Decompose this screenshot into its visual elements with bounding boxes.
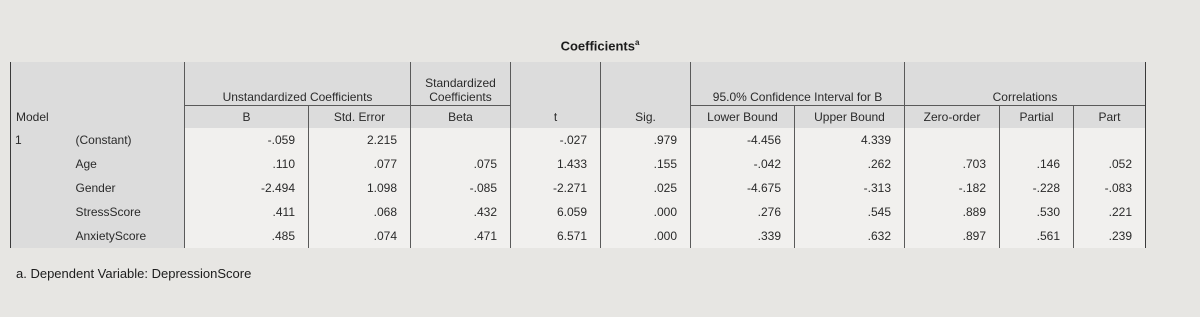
upper-bound-cell: .262 bbox=[795, 152, 905, 176]
sig-cell: .979 bbox=[601, 128, 691, 152]
beta-cell bbox=[411, 128, 511, 152]
unstandardized-header: Unstandardized Coefficients bbox=[185, 62, 411, 106]
table-title bbox=[0, 38, 1200, 53]
part-cell: -.083 bbox=[1074, 176, 1146, 200]
t-header: t bbox=[511, 106, 601, 129]
lower-bound-cell: .339 bbox=[691, 224, 795, 248]
b-cell: -.059 bbox=[185, 128, 309, 152]
sig-cell: .000 bbox=[601, 224, 691, 248]
footnote: a. Dependent Variable: DepressionScore bbox=[16, 266, 252, 281]
lower-bound-cell: -4.675 bbox=[691, 176, 795, 200]
std-error-cell: .068 bbox=[309, 200, 411, 224]
row-label: AnxietyScore bbox=[71, 224, 185, 248]
model-cell-blank bbox=[11, 200, 71, 224]
t-cell: -2.271 bbox=[511, 176, 601, 200]
zero-order-cell: .897 bbox=[905, 224, 1000, 248]
zero-order-cell: -.182 bbox=[905, 176, 1000, 200]
zero-order-cell: .703 bbox=[905, 152, 1000, 176]
b-cell: .110 bbox=[185, 152, 309, 176]
correlations-header: Correlations bbox=[905, 62, 1146, 106]
b-cell: -2.494 bbox=[185, 176, 309, 200]
table-row bbox=[11, 224, 1146, 248]
std-error-header: Std. Error bbox=[309, 106, 411, 129]
sig-cell: .000 bbox=[601, 200, 691, 224]
table-title-text: Coefficients bbox=[560, 38, 635, 54]
beta-cell: -.085 bbox=[411, 176, 511, 200]
confidence-interval-header: 95.0% Confidence Interval for B bbox=[691, 62, 905, 106]
lower-bound-cell: -4.456 bbox=[691, 128, 795, 152]
t-cell: 6.059 bbox=[511, 200, 601, 224]
model-cell-blank bbox=[11, 152, 71, 176]
beta-cell: .471 bbox=[411, 224, 511, 248]
std-error-cell: 1.098 bbox=[309, 176, 411, 200]
partial-cell: .530 bbox=[1000, 200, 1074, 224]
coefficients-table bbox=[10, 62, 1146, 248]
partial-cell: .561 bbox=[1000, 224, 1074, 248]
t-cell: -.027 bbox=[511, 128, 601, 152]
sig-cell: .025 bbox=[601, 176, 691, 200]
upper-bound-cell: .632 bbox=[795, 224, 905, 248]
row-label: Gender bbox=[71, 176, 185, 200]
model-cell-blank bbox=[11, 176, 71, 200]
part-cell: .221 bbox=[1074, 200, 1146, 224]
std-error-cell: .074 bbox=[309, 224, 411, 248]
row-label: (Constant) bbox=[71, 128, 185, 152]
t-cell: 6.571 bbox=[511, 224, 601, 248]
zero-order-cell bbox=[905, 128, 1000, 152]
standardized-header-line2: Coefficients bbox=[429, 90, 492, 104]
part-cell: .052 bbox=[1074, 152, 1146, 176]
model-header-blank bbox=[11, 62, 71, 106]
lower-bound-cell: -.042 bbox=[691, 152, 795, 176]
part-cell bbox=[1074, 128, 1146, 152]
partial-cell bbox=[1000, 128, 1074, 152]
std-error-cell: 2.215 bbox=[309, 128, 411, 152]
std-error-cell: .077 bbox=[309, 152, 411, 176]
table-row bbox=[11, 176, 1146, 200]
label-header-blank-2 bbox=[71, 106, 185, 129]
upper-bound-header: Upper Bound bbox=[795, 106, 905, 129]
b-cell: .411 bbox=[185, 200, 309, 224]
header-row-1 bbox=[11, 62, 1146, 106]
zero-order-header: Zero-order bbox=[905, 106, 1000, 129]
beta-cell: .432 bbox=[411, 200, 511, 224]
model-number: 1 bbox=[11, 128, 71, 152]
sig-header: Sig. bbox=[601, 106, 691, 129]
sig-header-blank bbox=[601, 62, 691, 106]
part-cell: .239 bbox=[1074, 224, 1146, 248]
part-header: Part bbox=[1074, 106, 1146, 129]
standardized-header bbox=[411, 62, 511, 106]
partial-cell: .146 bbox=[1000, 152, 1074, 176]
table-row bbox=[11, 200, 1146, 224]
upper-bound-cell: 4.339 bbox=[795, 128, 905, 152]
lower-bound-cell: .276 bbox=[691, 200, 795, 224]
upper-bound-cell: -.313 bbox=[795, 176, 905, 200]
b-cell: .485 bbox=[185, 224, 309, 248]
partial-cell: -.228 bbox=[1000, 176, 1074, 200]
lower-bound-header: Lower Bound bbox=[691, 106, 795, 129]
sig-cell: .155 bbox=[601, 152, 691, 176]
zero-order-cell: .889 bbox=[905, 200, 1000, 224]
b-header: B bbox=[185, 106, 309, 129]
standardized-header-line1: Standardized bbox=[425, 76, 496, 90]
upper-bound-cell: .545 bbox=[795, 200, 905, 224]
t-cell: 1.433 bbox=[511, 152, 601, 176]
row-label: Age bbox=[71, 152, 185, 176]
table-row bbox=[11, 128, 1146, 152]
title-footnote-marker: a bbox=[634, 38, 640, 47]
table-row bbox=[11, 152, 1146, 176]
header-row-2 bbox=[11, 106, 1146, 129]
model-cell-blank bbox=[11, 224, 71, 248]
beta-header: Beta bbox=[411, 106, 511, 129]
beta-cell: .075 bbox=[411, 152, 511, 176]
label-header-blank bbox=[71, 62, 185, 106]
model-header: Model bbox=[11, 106, 71, 129]
partial-header: Partial bbox=[1000, 106, 1074, 129]
row-label: StressScore bbox=[71, 200, 185, 224]
t-header-blank bbox=[511, 62, 601, 106]
